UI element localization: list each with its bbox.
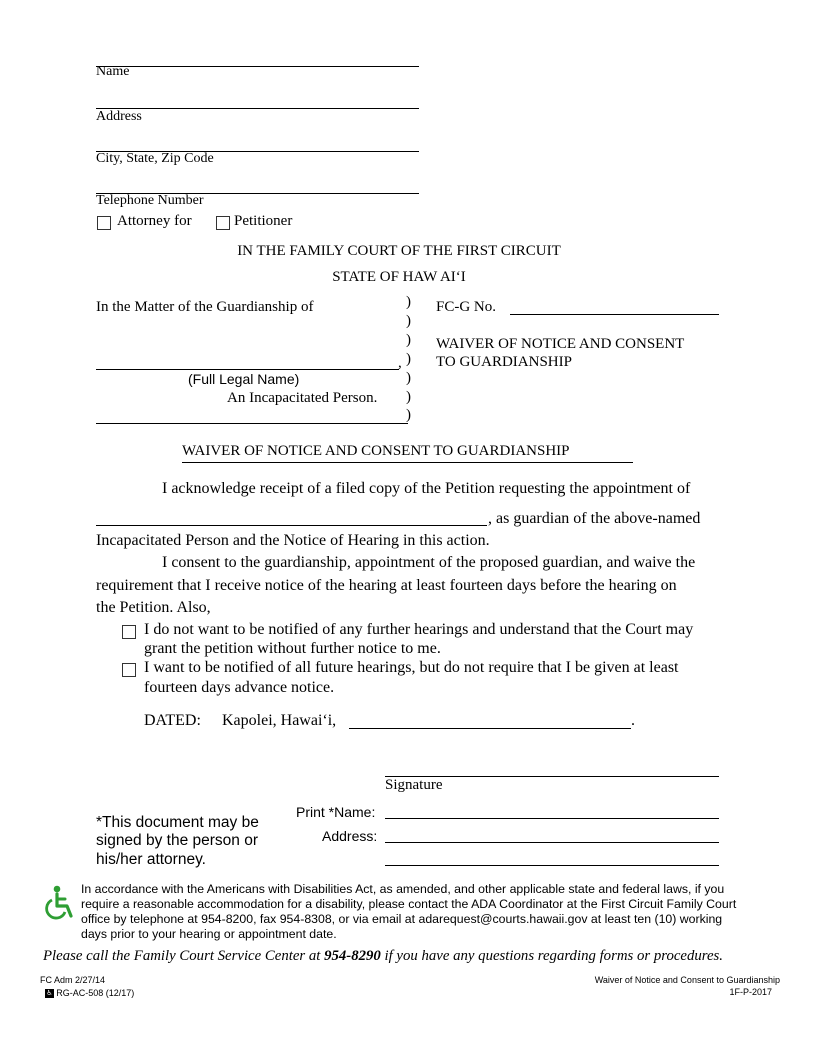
guardian-name-line[interactable] [96,525,487,526]
service-center-phone: 954-8290 [324,948,381,964]
signer-address-line2[interactable] [385,865,719,866]
doc-title-line1: WAIVER OF NOTICE AND CONSENT [436,336,685,352]
caption-paren: ) [406,332,411,348]
incapacitated-label: An Incapacitated Person. [227,390,378,406]
service-center-text-end: if you have any questions regarding forms or procedures. [380,948,724,964]
signer-note-line1: *This document may be [96,814,259,831]
paragraph2-line1: I consent to the guardianship, appointment of the proposed guardian, and waive the [162,554,696,571]
signer-note-line2: signed by the person or [96,832,258,849]
petitioner-checkbox[interactable] [216,216,230,230]
address-line[interactable] [96,108,419,109]
form-code-row [45,988,134,998]
attorney-label: Attorney for [117,213,192,229]
paragraph1-line3: Incapacitated Person and the Notice of Hearing in this action. [96,532,490,549]
paragraph2-line3: the Petition. Also, [96,599,211,616]
caption-paren: ) [406,407,411,423]
address-label: Address [96,109,142,124]
form-code: RG-AC-508 (12/17) [56,988,135,998]
service-center-text: Please call the Family Court Service Center at [43,948,325,964]
print-name-label: Print *Name: [296,804,376,820]
name-line[interactable] [96,66,419,67]
caption-comma: , [398,355,402,371]
phone-label: Telephone Number [96,193,204,208]
signer-address-label: Address: [322,828,378,844]
dated-place: Kapolei, Hawai‘i, [222,712,337,729]
ada-notice-line1: In accordance with the Americans with Disabilities Act, as amended, and other applicable state and federal laws, if you [81,882,725,896]
attorney-checkbox[interactable] [97,216,111,230]
option2-checkbox[interactable] [122,663,136,677]
case-number-label: FC-G No. [436,299,497,315]
option1-checkbox[interactable] [122,625,136,639]
paragraph1-line1: I acknowledge receipt of a filed copy of the Petition requesting the appointment of [162,480,691,497]
ada-notice-line3: office by telephone at 954-8200, fax 954-8308, or via email at adarequest@courts.hawaii.gov at least ten (10) working [81,912,723,926]
court-name: IN THE FAMILY COURT OF THE FIRST CIRCUIT [237,243,561,259]
matter-label: In the Matter of the Guardianship of [96,299,314,315]
caption-paren: ) [406,351,411,367]
caption-paren: ) [406,370,411,386]
service-center-note [43,948,723,965]
option2-line1: I want to be notified of all future hearings, but do not require that I be given at least [144,659,679,676]
option1-line1: I do not want to be notified of any further hearings and understand that the Court may [144,621,694,638]
doc-title-line2: TO GUARDIANSHIP [436,354,572,370]
section-heading-underline [182,462,633,463]
signer-address-line1[interactable] [385,842,719,843]
date-line[interactable] [349,728,631,729]
section-heading: WAIVER OF NOTICE AND CONSENT TO GUARDIANSHIP [182,443,570,459]
court-state: STATE OF HAW AI‘I [332,269,466,285]
accessibility-icon: ♿ [46,989,53,998]
caption-paren: ) [406,389,411,405]
city-label: City, State, Zip Code [96,151,214,166]
form-title: Waiver of Notice and Consent to Guardianship [594,975,780,985]
wheelchair-icon [42,884,76,920]
ada-notice-line4: days prior to your hearing or appointment date. [81,927,337,941]
signer-note-line3: his/her attorney. [96,851,206,868]
ada-notice-line2: require a reasonable accommodation for a disability, please contact the ADA Coordinator at the First Circuit Family Court [81,897,737,911]
dated-period: . [631,712,635,729]
option1-line2: grant the petition without further notice to me. [144,640,441,657]
petitioner-label: Petitioner [234,213,293,229]
caption-paren: ) [406,313,411,329]
caption-paren: ) [406,294,411,310]
paragraph1-line2: , as guardian of the above-named [488,510,701,527]
print-name-line[interactable] [385,818,719,819]
option2-line2: fourteen days advance notice. [144,679,335,696]
paragraph2-line2: requirement that I receive notice of the hearing at least fourteen days before the hearing on [96,577,677,594]
form-date: FC Adm 2/27/14 [40,975,106,985]
ward-name-line[interactable] [96,369,399,370]
full-name-label: (Full Legal Name) [188,371,300,387]
name-label: Name [96,64,130,79]
case-number-line[interactable] [510,314,719,315]
dated-label: DATED: [144,712,201,729]
signature-label: Signature [385,777,443,793]
caption-bottom-line [96,423,408,424]
form-number: 1F-P-2017 [729,987,772,997]
